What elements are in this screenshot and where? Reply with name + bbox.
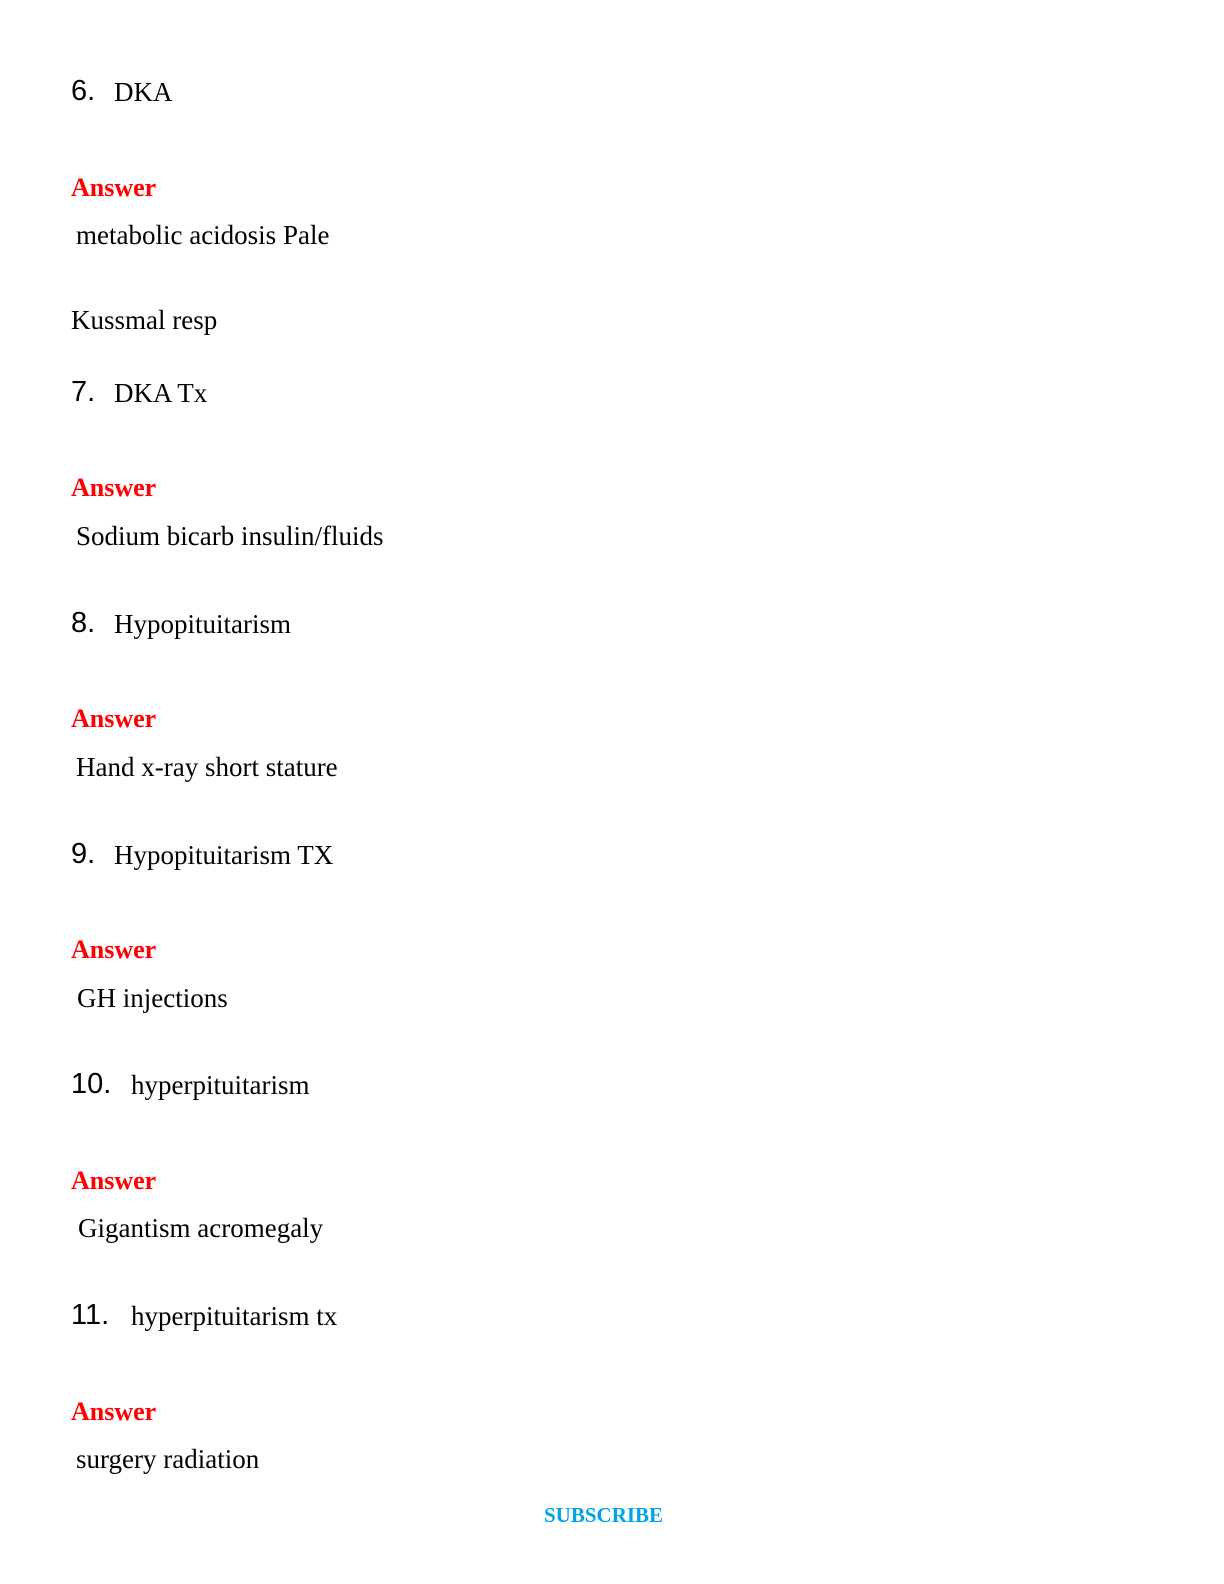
- answer-label: Answer: [71, 1166, 157, 1195]
- question-text: DKA: [114, 77, 173, 107]
- answer-text: Kussmal resp: [71, 305, 218, 335]
- question-number: 8.: [71, 607, 96, 639]
- answer-text: GH injections: [77, 983, 228, 1013]
- answer-text: surgery radiation: [76, 1444, 260, 1474]
- answer-label: Answer: [71, 473, 157, 502]
- answer-text: Gigantism acromegaly: [78, 1213, 324, 1243]
- answer-text: Hand x-ray short stature: [76, 752, 338, 782]
- question-number: 11.: [71, 1299, 110, 1331]
- answer-label: Answer: [71, 704, 157, 733]
- subscribe-link[interactable]: SUBSCRIBE: [544, 1503, 664, 1527]
- question-text: hyperpituitarism tx: [131, 1301, 338, 1331]
- question-number: 9.: [71, 838, 96, 870]
- answer-label: Answer: [71, 173, 157, 202]
- question-number: 6.: [71, 75, 96, 107]
- question-text: Hypopituitarism: [114, 609, 291, 639]
- question-text: hyperpituitarism: [131, 1070, 310, 1100]
- question-number: 7.: [71, 376, 96, 408]
- question-text: DKA Tx: [114, 378, 208, 408]
- question-text: Hypopituitarism TX: [114, 840, 334, 870]
- question-number: 10.: [71, 1068, 112, 1100]
- answer-text: metabolic acidosis Pale: [76, 220, 330, 250]
- answer-text: Sodium bicarb insulin/fluids: [76, 521, 384, 551]
- answer-label: Answer: [71, 1397, 157, 1426]
- answer-label: Answer: [71, 935, 157, 964]
